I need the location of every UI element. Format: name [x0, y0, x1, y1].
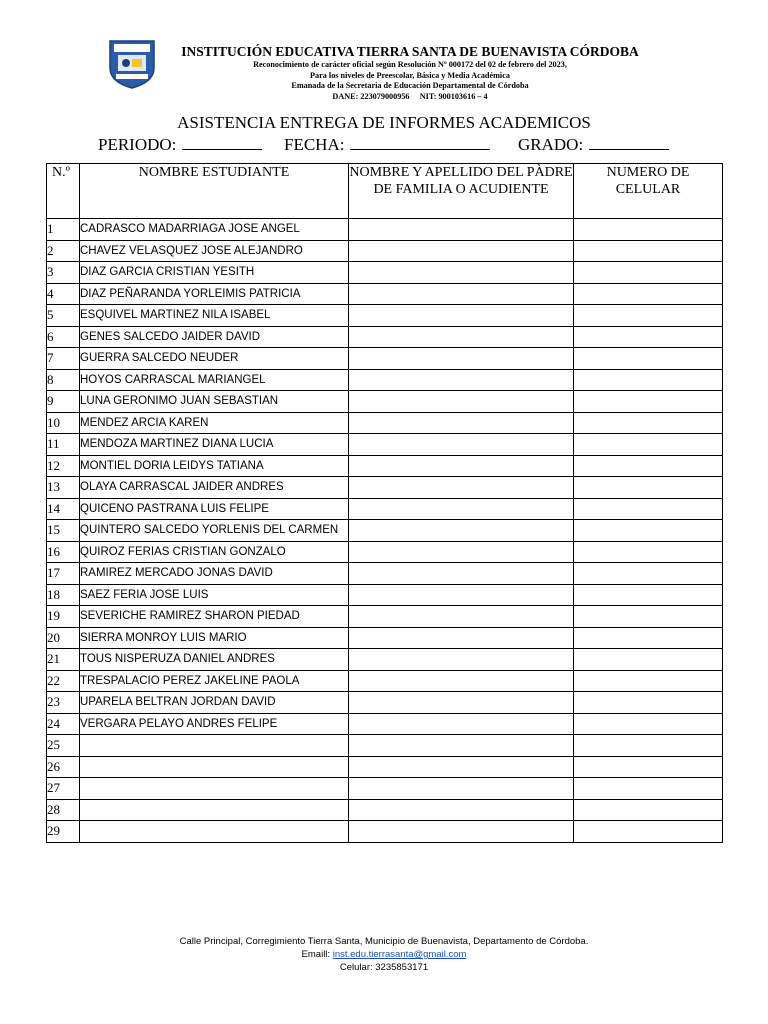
secretaria-line: Emanada de la Secretaria de Educación Departamental de Córdoba — [291, 81, 529, 90]
row-number: 19 — [47, 606, 80, 628]
header-student-name: NOMBRE ESTUDIANTE — [80, 164, 349, 219]
parent-name-cell[interactable] — [349, 219, 574, 241]
table-row — [47, 455, 723, 477]
attendance-table — [46, 163, 723, 843]
phone-cell[interactable] — [574, 434, 723, 456]
levels-line: Para los niveles de Preescolar, Básica y Media Académica — [310, 70, 510, 80]
footer — [0, 935, 768, 974]
phone-cell[interactable] — [574, 670, 723, 692]
student-name-cell — [80, 756, 349, 778]
student-name-cell — [80, 735, 349, 757]
table-row — [47, 692, 723, 714]
student-name-cell: UPARELA BELTRAN JORDAN DAVID — [80, 692, 349, 714]
table-row — [47, 799, 723, 821]
parent-name-cell[interactable] — [349, 756, 574, 778]
row-number: 2 — [47, 240, 80, 262]
phone-cell[interactable] — [574, 649, 723, 671]
student-name-cell: QUIROZ FERIAS CRISTIAN GONZALO — [80, 541, 349, 563]
student-name-cell — [80, 821, 349, 843]
student-name-cell: OLAYA CARRASCAL JAIDER ANDRES — [80, 477, 349, 499]
table-row — [47, 326, 723, 348]
dane-nit-line: DANE: 223079000956 NIT: 900103616 – 4 — [332, 91, 488, 101]
parent-name-cell[interactable] — [349, 713, 574, 735]
resolution-line: Reconocimiento de carácter oficial según Resolución Nº 000172 del 02 de febrero del 2023, — [253, 60, 567, 69]
parent-name-cell[interactable] — [349, 498, 574, 520]
table-row — [47, 477, 723, 499]
row-number: 25 — [47, 735, 80, 757]
row-number: 18 — [47, 584, 80, 606]
fecha-blank[interactable] — [350, 134, 490, 150]
student-name-cell: CHAVEZ VELASQUEZ JOSE ALEJANDRO — [80, 240, 349, 262]
phone-cell[interactable] — [574, 412, 723, 434]
student-name-cell: SIERRA MONROY LUIS MARIO — [80, 627, 349, 649]
phone-cell[interactable] — [574, 756, 723, 778]
header-parent-name: NOMBRE Y APELLIDO DEL PÀDRE DE FAMILIA O ACUDIENTE — [349, 164, 574, 219]
row-number: 8 — [47, 369, 80, 391]
table-row — [47, 627, 723, 649]
student-name-cell: MENDOZA MARTINEZ DIANA LUCIA — [80, 434, 349, 456]
row-number: 29 — [47, 821, 80, 843]
table-row — [47, 563, 723, 585]
table-row — [47, 756, 723, 778]
row-number: 9 — [47, 391, 80, 413]
row-number: 23 — [47, 692, 80, 714]
row-number: 3 — [47, 262, 80, 284]
phone-cell[interactable] — [574, 391, 723, 413]
parent-name-cell[interactable] — [349, 627, 574, 649]
parent-name-cell[interactable] — [349, 670, 574, 692]
student-name-cell: SEVERICHE RAMIREZ SHARON PIEDAD — [80, 606, 349, 628]
footer-email-link[interactable]: inst.edu.tierrasanta@gmail.com — [332, 949, 467, 960]
row-number: 5 — [47, 305, 80, 327]
table-row — [47, 670, 723, 692]
parent-name-cell[interactable] — [349, 434, 574, 456]
table-row — [47, 412, 723, 434]
parent-name-cell[interactable] — [349, 606, 574, 628]
student-name-cell: MONTIEL DORIA LEIDYS TATIANA — [80, 455, 349, 477]
phone-cell[interactable] — [574, 262, 723, 284]
student-name-cell: CADRASCO MADARRIAGA JOSE ANGEL — [80, 219, 349, 241]
parent-name-cell[interactable] — [349, 649, 574, 671]
student-name-cell: DIAZ PEÑARANDA YORLEIMIS PATRICIA — [80, 283, 349, 305]
parent-name-cell[interactable] — [349, 283, 574, 305]
row-number: 28 — [47, 799, 80, 821]
student-name-cell: TOUS NISPERUZA DANIEL ANDRES — [80, 649, 349, 671]
row-number: 13 — [47, 477, 80, 499]
parent-name-cell[interactable] — [349, 326, 574, 348]
table-row — [47, 434, 723, 456]
phone-cell[interactable] — [574, 735, 723, 757]
footer-email-label: Emaill: — [301, 949, 331, 960]
student-name-cell: HOYOS CARRASCAL MARIANGEL — [80, 369, 349, 391]
row-number: 24 — [47, 713, 80, 735]
table-row — [47, 606, 723, 628]
student-name-cell: GUERRA SALCEDO NEUDER — [80, 348, 349, 370]
parent-name-cell[interactable] — [349, 735, 574, 757]
letterhead — [100, 38, 670, 110]
document-title: ASISTENCIA ENTREGA DE INFORMES ACADEMICOS — [177, 113, 591, 132]
table-row — [47, 369, 723, 391]
phone-cell[interactable] — [574, 219, 723, 241]
footer-address: Calle Principal, Corregimiento Tierra Santa, Municipio de Buenavista, Departamento de Córdoba. — [179, 936, 589, 947]
parent-name-cell[interactable] — [349, 584, 574, 606]
parent-name-cell[interactable] — [349, 692, 574, 714]
student-name-cell — [80, 799, 349, 821]
phone-cell[interactable] — [574, 627, 723, 649]
student-name-cell: MENDEZ ARCIA KAREN — [80, 412, 349, 434]
student-name-cell: VERGARA PELAYO ANDRES FELIPE — [80, 713, 349, 735]
table-body — [47, 219, 723, 843]
letterhead-text — [160, 44, 660, 102]
parent-name-cell[interactable] — [349, 391, 574, 413]
row-number: 26 — [47, 756, 80, 778]
row-number: 4 — [47, 283, 80, 305]
phone-cell[interactable] — [574, 305, 723, 327]
grado-blank[interactable] — [589, 134, 669, 150]
parent-name-cell[interactable] — [349, 455, 574, 477]
student-name-cell: QUINTERO SALCEDO YORLENIS DEL CARMEN — [80, 520, 349, 542]
row-number: 17 — [47, 563, 80, 585]
phone-cell[interactable] — [574, 348, 723, 370]
footer-phone: Celular: 3235853171 — [339, 962, 429, 973]
periodo-label: PERIODO: — [98, 135, 177, 154]
periodo-field[interactable] — [98, 134, 262, 155]
student-name-cell: GENES SALCEDO JAIDER DAVID — [80, 326, 349, 348]
table-row — [47, 520, 723, 542]
phone-cell[interactable] — [574, 584, 723, 606]
phone-cell[interactable] — [574, 455, 723, 477]
table-row — [47, 498, 723, 520]
row-number: 16 — [47, 541, 80, 563]
table-row — [47, 541, 723, 563]
phone-cell[interactable] — [574, 240, 723, 262]
row-number: 6 — [47, 326, 80, 348]
phone-cell[interactable] — [574, 692, 723, 714]
student-name-cell: QUICENO PASTRANA LUIS FELIPE — [80, 498, 349, 520]
parent-name-cell[interactable] — [349, 477, 574, 499]
student-name-cell: TRESPALACIO PEREZ JAKELINE PAOLA — [80, 670, 349, 692]
table-row — [47, 305, 723, 327]
parent-name-cell[interactable] — [349, 821, 574, 843]
parent-name-cell[interactable] — [349, 348, 574, 370]
phone-cell[interactable] — [574, 799, 723, 821]
table-header-row — [47, 164, 723, 219]
fecha-label: FECHA: — [284, 135, 345, 154]
periodo-blank[interactable] — [182, 134, 262, 150]
table-row — [47, 584, 723, 606]
table-row — [47, 391, 723, 413]
header-phone: NUMERO DE CELULAR — [574, 164, 723, 219]
parent-name-cell[interactable] — [349, 240, 574, 262]
parent-name-cell[interactable] — [349, 563, 574, 585]
row-number: 22 — [47, 670, 80, 692]
parent-name-cell[interactable] — [349, 799, 574, 821]
parent-name-cell[interactable] — [349, 412, 574, 434]
student-name-cell: SAEZ FERIA JOSE LUIS — [80, 584, 349, 606]
footer-email-line — [0, 948, 768, 961]
row-number: 10 — [47, 412, 80, 434]
row-number: 21 — [47, 649, 80, 671]
row-number: 12 — [47, 455, 80, 477]
table-row — [47, 778, 723, 800]
table-row — [47, 649, 723, 671]
phone-cell[interactable] — [574, 606, 723, 628]
header-number: N.º — [47, 164, 80, 219]
fecha-field[interactable] — [284, 134, 490, 155]
phone-cell[interactable] — [574, 369, 723, 391]
grado-field[interactable] — [518, 134, 669, 155]
student-name-cell: ESQUIVEL MARTINEZ NILA ISABEL — [80, 305, 349, 327]
phone-cell[interactable] — [574, 326, 723, 348]
student-name-cell: LUNA GERONIMO JUAN SEBASTIAN — [80, 391, 349, 413]
phone-cell[interactable] — [574, 713, 723, 735]
row-number: 7 — [47, 348, 80, 370]
parent-name-cell[interactable] — [349, 520, 574, 542]
form-fields — [98, 134, 698, 158]
student-name-cell: DIAZ GARCIA CRISTIAN YESITH — [80, 262, 349, 284]
phone-cell[interactable] — [574, 778, 723, 800]
phone-cell[interactable] — [574, 541, 723, 563]
row-number: 15 — [47, 520, 80, 542]
table-row — [47, 283, 723, 305]
row-number: 20 — [47, 627, 80, 649]
table-row — [47, 713, 723, 735]
phone-cell[interactable] — [574, 563, 723, 585]
student-name-cell — [80, 778, 349, 800]
school-crest-icon — [104, 38, 160, 90]
row-number: 27 — [47, 778, 80, 800]
phone-cell[interactable] — [574, 498, 723, 520]
parent-name-cell[interactable] — [349, 541, 574, 563]
table-row — [47, 240, 723, 262]
parent-name-cell[interactable] — [349, 305, 574, 327]
parent-name-cell[interactable] — [349, 369, 574, 391]
table-row — [47, 821, 723, 843]
table-row — [47, 219, 723, 241]
row-number: 11 — [47, 434, 80, 456]
grado-label: GRADO: — [518, 135, 584, 154]
table-row — [47, 262, 723, 284]
table-row — [47, 348, 723, 370]
phone-cell[interactable] — [574, 821, 723, 843]
phone-cell[interactable] — [574, 477, 723, 499]
row-number: 14 — [47, 498, 80, 520]
table-row — [47, 735, 723, 757]
parent-name-cell[interactable] — [349, 778, 574, 800]
phone-cell[interactable] — [574, 520, 723, 542]
parent-name-cell[interactable] — [349, 262, 574, 284]
institution-name: INSTITUCIÓN EDUCATIVA TIERRA SANTA DE BUENAVISTA CÓRDOBA — [181, 44, 639, 59]
row-number: 1 — [47, 219, 80, 241]
phone-cell[interactable] — [574, 283, 723, 305]
student-name-cell: RAMIREZ MERCADO JONAS DAVID — [80, 563, 349, 585]
